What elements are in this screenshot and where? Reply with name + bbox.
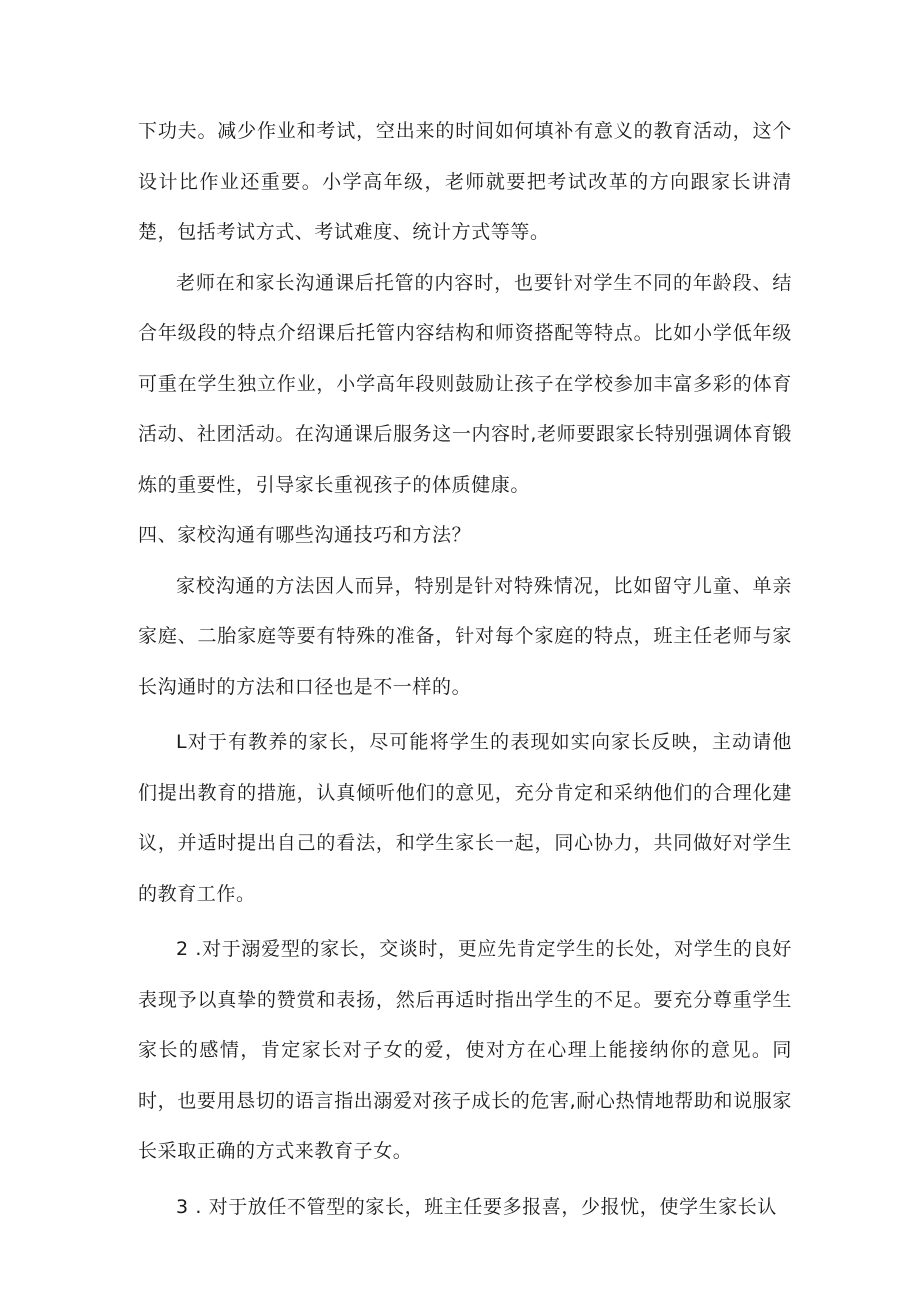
paragraph-continuation: 下功夫。减少作业和考试，空出来的时间如何填补有意义的教育活动，这个设计比作业还重要。小学高年级，老师就要把考试改革的方向跟家长讲清楚，包括考试方式、考试难度、统计方式等等。	[138, 120, 792, 243]
paragraph-communication-methods: 家校沟通的方法因人而异，特别是针对特殊情况，比如留守儿童、单亲家庭、二胎家庭等要有特殊的准备，针对每个家庭的特点，班主任老师与家长沟通时的方法和口径也是不一样的。	[138, 574, 792, 698]
document-body	[138, 106, 792, 1232]
list-item-doting-parents: 2 .对于溺爱型的家长，交谈时，更应先肯定学生的长处，对学生的良好表现予以真挚的赞赏和表扬，然后再适时指出学生的不足。要充分尊重学生家长的感情，肯定家长对子女的爱，使对方在心理上能接纳你的意见。同时，也要用恳切的语言指出溺爱对孩子成长的危害,耐心热情地帮助和说服家长采取正确的方式来教育子女。	[138, 938, 792, 1162]
paragraph-after-school-care: 老师在和家长沟通课后托管的内容时，也要针对学生不同的年龄段、结合年级段的特点介绍课后托管内容结构和师资搭配等特点。比如小学低年级可重在学生独立作业，小学高年段则鼓励让孩子在学校参加丰富多彩的体育活动、社团活动。在沟通课后服务这一内容时,老师要跟家长特别强调体育锻炼的重要性，引导家长重视孩子的体质健康。	[138, 271, 792, 496]
section-heading-four: 四、家校沟通有哪些沟通技巧和方法？	[138, 524, 472, 546]
list-item-neglectful-parents: 3 . 对于放任不管型的家长，班主任要多报喜，少报忧，使学生家长认	[176, 1195, 778, 1218]
list-item-educated-parents: L对于有教养的家长，尽可能将学生的表现如实向家长反映，主动请他们提出教育的措施，认真倾听他们的意见，充分肯定和采纳他们的合理化建议，并适时提出自己的看法，和学生家长一起，同心协力，共同做好对学生的教育工作。	[138, 731, 792, 905]
